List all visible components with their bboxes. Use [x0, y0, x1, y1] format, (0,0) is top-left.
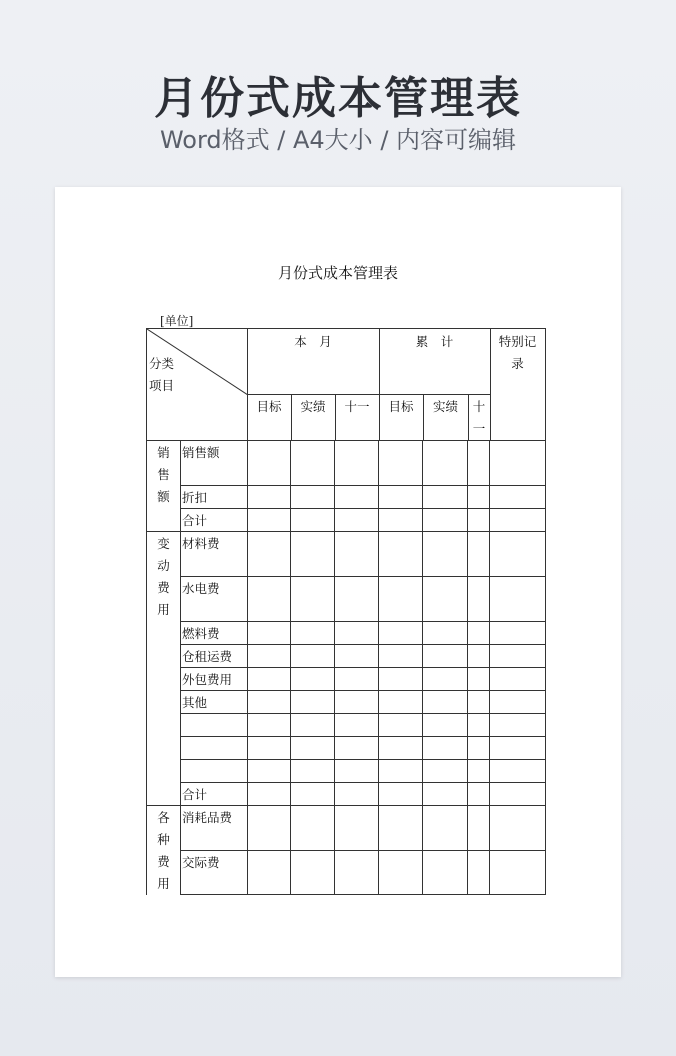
table-data-cell[interactable]	[490, 713, 546, 737]
table-data-cell[interactable]	[247, 667, 291, 691]
table-data-cell[interactable]	[335, 805, 379, 851]
table-data-cell[interactable]	[379, 667, 423, 691]
table-data-cell[interactable]	[423, 690, 468, 714]
table-data-cell[interactable]	[490, 759, 546, 783]
table-data-cell[interactable]	[423, 782, 468, 806]
row-item-label	[180, 736, 248, 760]
category-label: 各种费用	[157, 810, 170, 891]
header-sub-diff-2: 十一	[468, 394, 491, 441]
table-data-cell[interactable]	[468, 759, 490, 783]
table-data-cell[interactable]	[379, 850, 423, 895]
table-data-cell[interactable]	[335, 667, 379, 691]
table-data-cell[interactable]	[247, 759, 291, 783]
header-item-label: 项目	[149, 378, 175, 393]
header-sub-target-2: 目标	[379, 394, 424, 441]
table-data-cell[interactable]	[468, 850, 490, 895]
table-data-cell[interactable]	[291, 850, 335, 895]
table-data-cell[interactable]	[291, 782, 335, 806]
table-data-cell[interactable]	[291, 805, 335, 851]
table-data-cell[interactable]	[291, 736, 335, 760]
table-data-cell[interactable]	[247, 644, 291, 668]
table-data-cell[interactable]	[490, 508, 546, 532]
table-data-cell[interactable]	[379, 759, 423, 783]
table-data-cell[interactable]	[247, 805, 291, 851]
row-item-label: 材料费	[180, 531, 248, 577]
row-item-label	[180, 759, 248, 783]
table-data-cell[interactable]	[468, 621, 490, 645]
row-item-label: 外包费用	[180, 667, 248, 691]
header-sub-target-1: 目标	[247, 394, 292, 441]
table-data-cell[interactable]	[423, 736, 468, 760]
row-item-label: 交际费	[180, 850, 248, 895]
table-data-cell[interactable]	[291, 759, 335, 783]
table-data-cell[interactable]	[247, 713, 291, 737]
header-sub-actual-2: 实绩	[423, 394, 469, 441]
category-cell	[146, 805, 181, 895]
table-data-cell[interactable]	[247, 485, 291, 509]
table-data-cell[interactable]	[291, 621, 335, 645]
table-data-cell[interactable]	[335, 713, 379, 737]
table-data-cell[interactable]	[468, 440, 490, 486]
table-data-cell[interactable]	[335, 644, 379, 668]
table-data-cell[interactable]	[490, 736, 546, 760]
table-data-cell[interactable]	[335, 736, 379, 760]
table-data-cell[interactable]	[468, 690, 490, 714]
table-data-cell[interactable]	[490, 850, 546, 895]
table-data-cell[interactable]	[490, 805, 546, 851]
table-data-cell[interactable]	[423, 485, 468, 509]
hero-title: 月份式成本管理表	[154, 73, 522, 124]
table-data-cell[interactable]	[468, 782, 490, 806]
table-data-cell[interactable]	[423, 667, 468, 691]
table-data-cell[interactable]	[468, 736, 490, 760]
row-item-label: 合计	[180, 508, 248, 532]
table-data-cell[interactable]	[247, 782, 291, 806]
table-data-cell[interactable]	[247, 576, 291, 622]
table-data-cell[interactable]	[468, 805, 490, 851]
table-data-cell[interactable]	[490, 485, 546, 509]
hero-subtitle: Word格式 / A4大小 / 内容可编辑	[159, 126, 517, 154]
table-data-cell[interactable]	[379, 440, 423, 486]
table-data-cell[interactable]	[379, 621, 423, 645]
table-data-cell[interactable]	[423, 576, 468, 622]
table-data-cell[interactable]	[335, 531, 379, 577]
table-data-cell[interactable]	[247, 440, 291, 486]
table-data-cell[interactable]	[490, 531, 546, 577]
table-data-cell[interactable]	[423, 850, 468, 895]
header-this-month: 本 月	[247, 328, 380, 395]
table-data-cell[interactable]	[468, 644, 490, 668]
table-data-cell[interactable]	[247, 508, 291, 532]
table-data-cell[interactable]	[291, 440, 335, 486]
table-data-cell[interactable]	[291, 576, 335, 622]
table-data-cell[interactable]	[468, 485, 490, 509]
table-data-cell[interactable]	[379, 736, 423, 760]
row-item-label: 折扣	[180, 485, 248, 509]
table-data-cell[interactable]	[379, 485, 423, 509]
row-item-label: 水电费	[180, 576, 248, 622]
document-title: 月份式成本管理表	[277, 264, 398, 282]
table-data-cell[interactable]	[335, 690, 379, 714]
table-data-cell[interactable]	[291, 690, 335, 714]
table-data-cell[interactable]	[490, 667, 546, 691]
header-sub-diff-1: 十一	[335, 394, 380, 441]
table-data-cell[interactable]	[291, 644, 335, 668]
header-sub-actual-1: 实绩	[291, 394, 336, 441]
table-data-cell[interactable]	[247, 736, 291, 760]
category-cell	[146, 440, 181, 532]
table-data-cell[interactable]	[379, 713, 423, 737]
table-data-cell[interactable]	[468, 576, 490, 622]
table-data-cell[interactable]	[490, 621, 546, 645]
table-data-cell[interactable]	[379, 805, 423, 851]
table-data-cell[interactable]	[423, 621, 468, 645]
table-data-cell[interactable]	[335, 508, 379, 532]
table-data-cell[interactable]	[490, 690, 546, 714]
table-data-cell[interactable]	[423, 440, 468, 486]
table-data-cell[interactable]	[335, 621, 379, 645]
header-category-label: 分类	[149, 356, 175, 371]
table-data-cell[interactable]	[247, 690, 291, 714]
category-cell	[146, 531, 181, 806]
table-data-cell[interactable]	[423, 805, 468, 851]
table-data-cell[interactable]	[291, 667, 335, 691]
table-data-cell[interactable]	[379, 782, 423, 806]
header-special-notes: 特别记录	[490, 328, 546, 441]
table-data-cell[interactable]	[423, 759, 468, 783]
table-data-cell[interactable]	[335, 576, 379, 622]
table-data-cell[interactable]	[247, 850, 291, 895]
table-data-cell[interactable]	[247, 621, 291, 645]
header-cumulative: 累 计	[379, 328, 491, 395]
row-item-label	[180, 713, 248, 737]
table-data-cell[interactable]	[468, 667, 490, 691]
table-data-cell[interactable]	[291, 485, 335, 509]
table-data-cell[interactable]	[335, 850, 379, 895]
table-data-cell[interactable]	[335, 485, 379, 509]
table-data-cell[interactable]	[379, 531, 423, 577]
table-data-cell[interactable]	[379, 508, 423, 532]
table-data-cell[interactable]	[247, 531, 291, 577]
row-item-label: 仓租运费	[180, 644, 248, 668]
row-item-label: 合计	[180, 782, 248, 806]
table-data-cell[interactable]	[490, 576, 546, 622]
table-data-cell[interactable]	[335, 759, 379, 783]
table-data-cell[interactable]	[291, 508, 335, 532]
unit-label: [单位]	[160, 314, 194, 328]
row-item-label: 其他	[180, 690, 248, 714]
table-data-cell[interactable]	[468, 713, 490, 737]
table-data-cell[interactable]	[291, 713, 335, 737]
table-data-cell[interactable]	[335, 782, 379, 806]
table-data-cell[interactable]	[423, 508, 468, 532]
table-data-cell[interactable]	[468, 508, 490, 532]
table-data-cell[interactable]	[490, 644, 546, 668]
category-label: 销售额	[157, 445, 170, 504]
table-data-cell[interactable]	[490, 782, 546, 806]
table-data-cell[interactable]	[468, 531, 490, 577]
table-data-cell[interactable]	[335, 440, 379, 486]
table-data-cell[interactable]	[379, 690, 423, 714]
table-data-cell[interactable]	[490, 440, 546, 486]
table-data-cell[interactable]	[291, 531, 335, 577]
table-data-cell[interactable]	[379, 644, 423, 668]
table-data-cell[interactable]	[423, 713, 468, 737]
row-item-label: 销售额	[180, 440, 248, 486]
table-data-cell[interactable]	[379, 576, 423, 622]
table-data-cell[interactable]	[423, 644, 468, 668]
row-item-label: 消耗品费	[180, 805, 248, 851]
header-diagonal-cell	[146, 328, 248, 441]
row-item-label: 燃料费	[180, 621, 248, 645]
category-label: 变动费用	[157, 536, 170, 617]
table-data-cell[interactable]	[423, 531, 468, 577]
